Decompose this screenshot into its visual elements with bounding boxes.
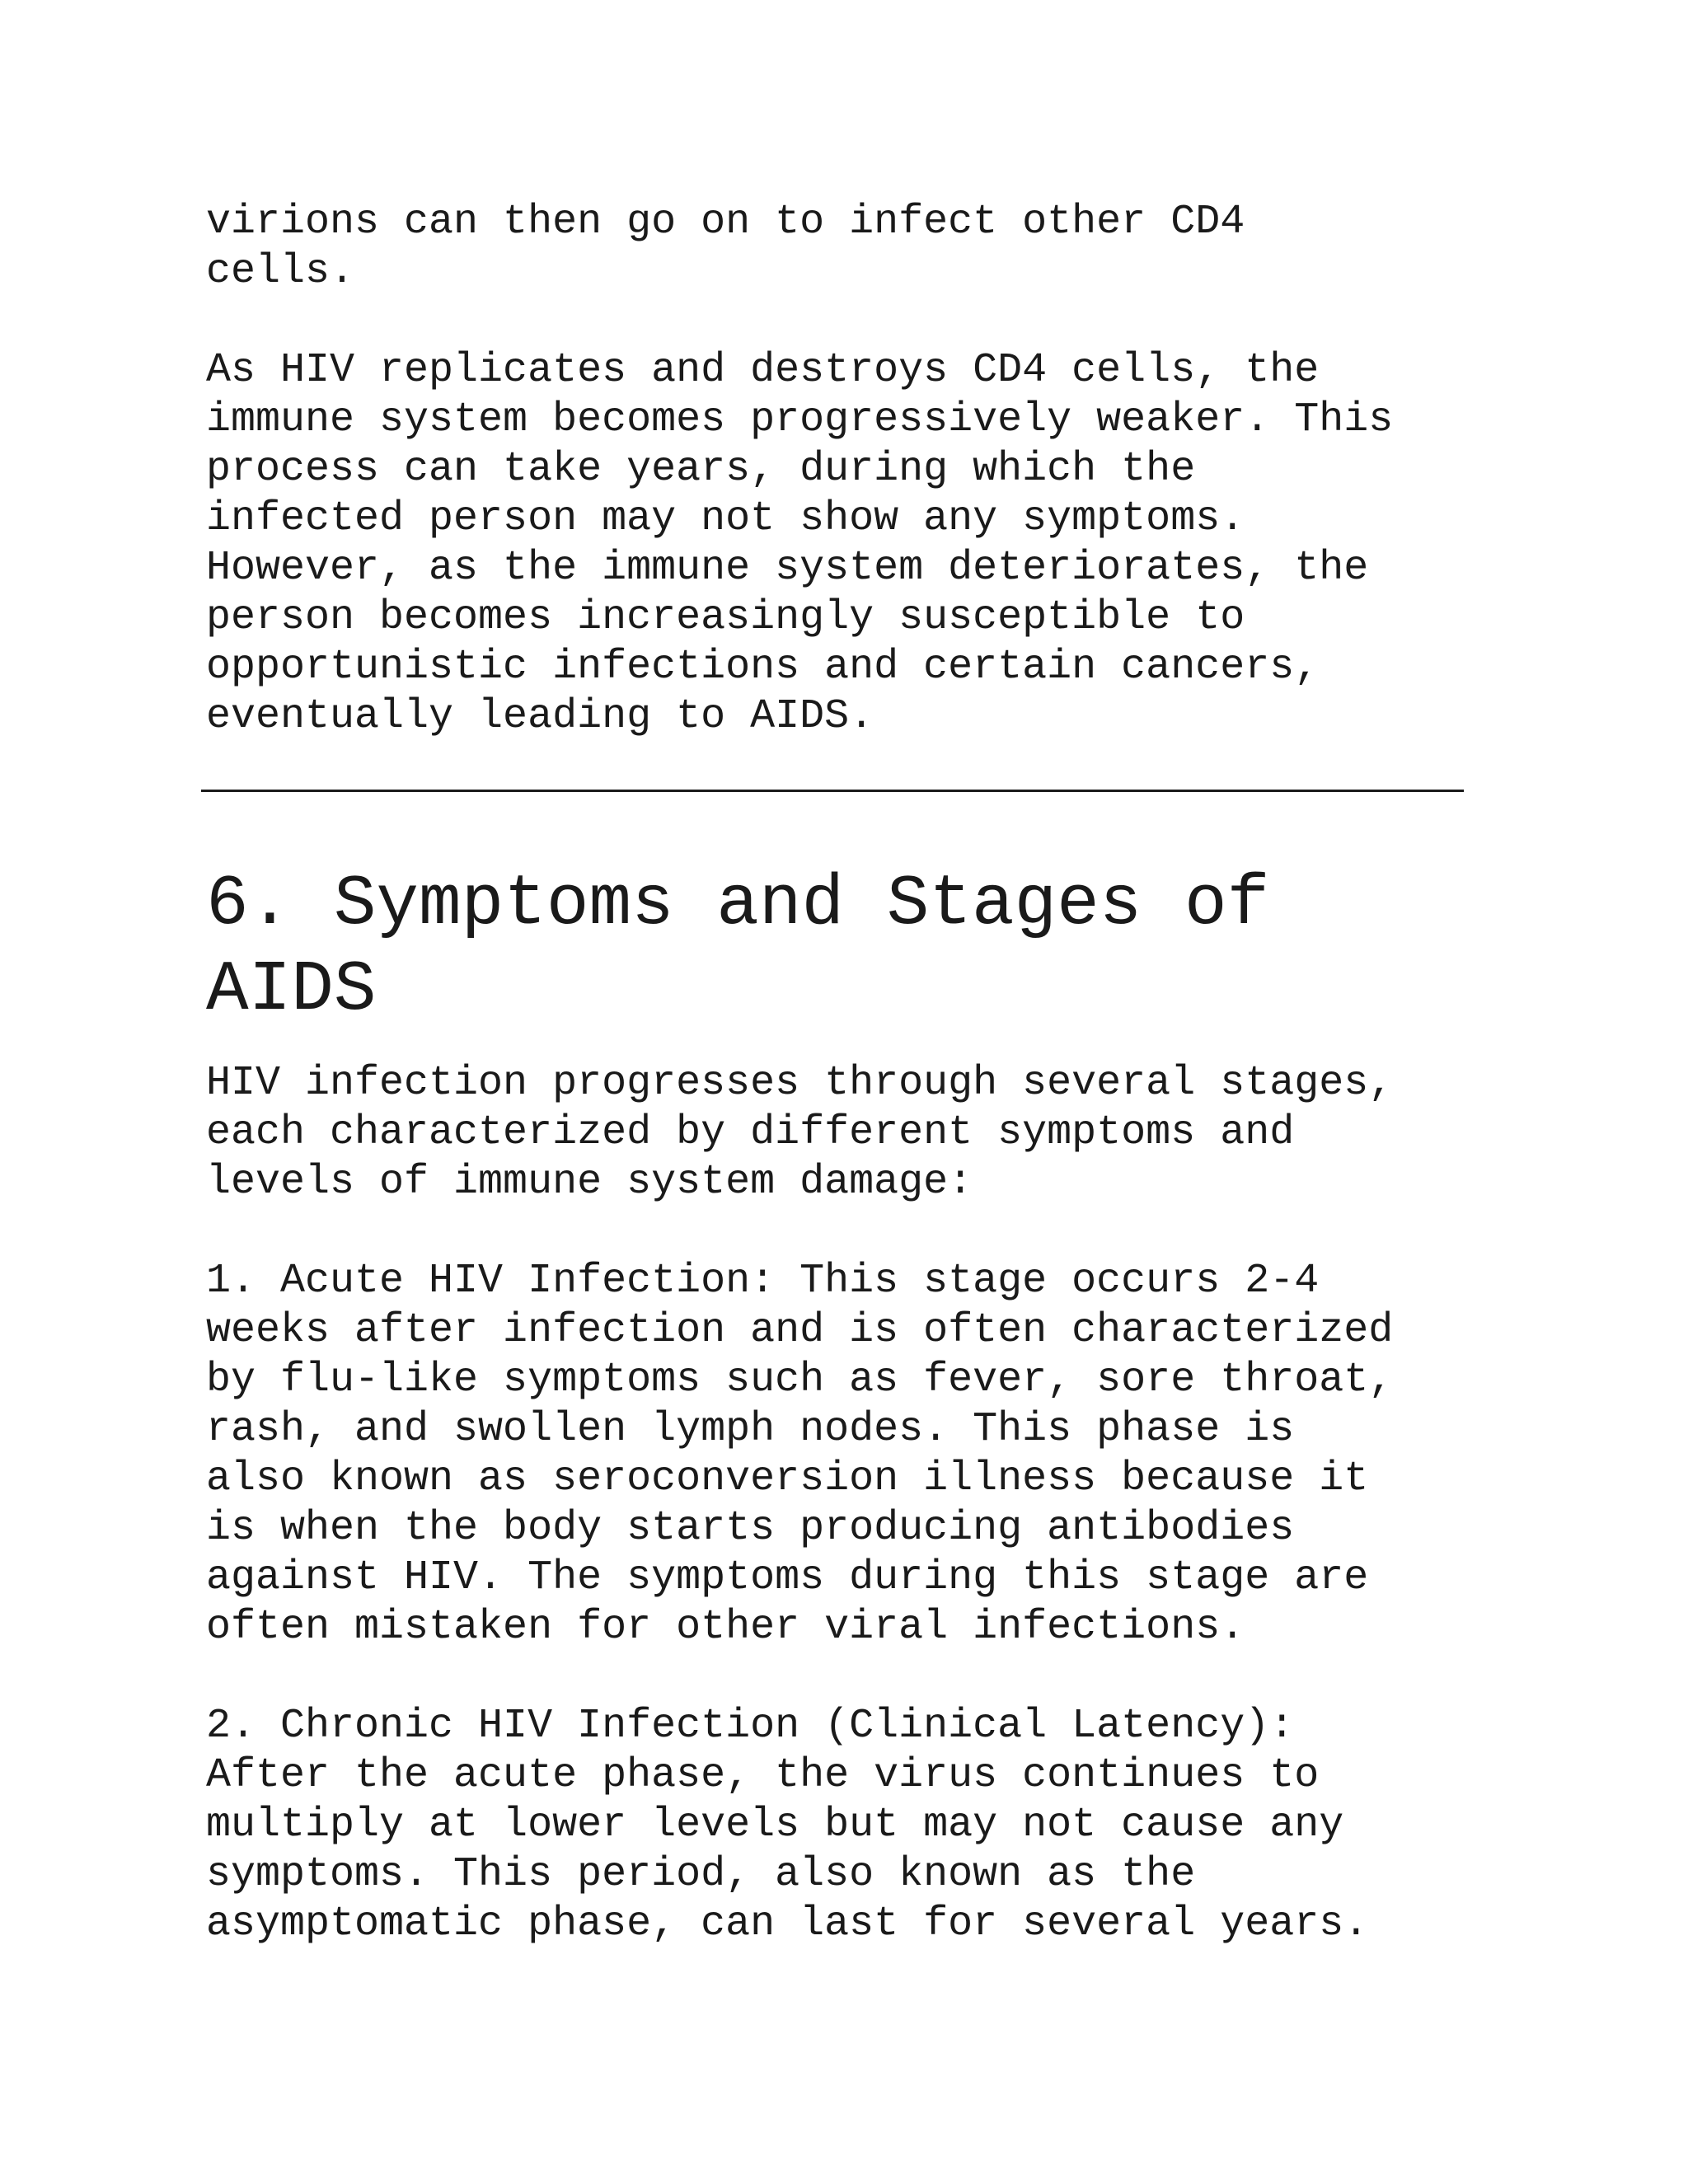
upper-text-block: [206, 198, 1492, 742]
intro-paragraph: HIV infection progresses through several stages, each characterized by different symptoms and levels of immune system damage:: [206, 1060, 1394, 1206]
lower-text-block: [206, 1059, 1492, 1949]
stage-1-paragraph: 1. Acute HIV Infection: This stage occurs 2-4 weeks after infection and is often characterized by flu-like symptoms such as fever, sore throat, rash, and swollen lymph nodes. This phase is also known as seroconversion illness because it is when the body starts producing antibodies against HIV. The symptoms during this stage are often mistaken for other viral infections.: [206, 1258, 1394, 1651]
hiv-replication-paragraph: As HIV replicates and destroys CD4 cells, the immune system becomes progressively weaker. This process can take years, during which the infected person may not show any symptoms. However, as the immune system deteriorates, the person becomes increasingly susceptible to opportunistic infections and certain cancers, eventually leading to AIDS.: [206, 347, 1394, 740]
paragraph-gap: [206, 297, 1492, 346]
paragraph-gap: [206, 1207, 1492, 1257]
paragraph-gap: [206, 1652, 1492, 1702]
section-heading: 6. Symptoms and Stages of AIDS: [206, 864, 1270, 1030]
stage-2-paragraph: 2. Chronic HIV Infection (Clinical Latency): After the acute phase, the virus continues to multiply at lower levels but may not cause any symptoms. This period, also known as the asymptomatic phase, can last for several years.: [206, 1703, 1369, 1947]
section-divider: [201, 790, 1464, 792]
continued-paragraph: virions can then go on to infect other CD4 cells.: [206, 199, 1245, 295]
